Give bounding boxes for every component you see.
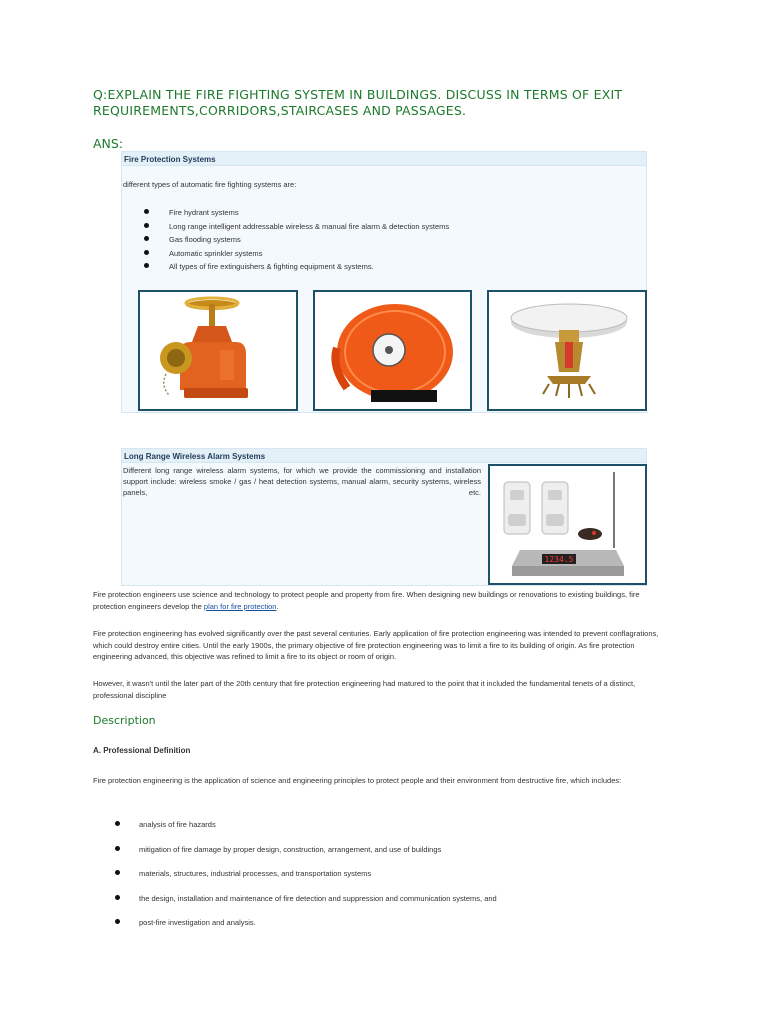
hose-reel-image — [313, 290, 472, 411]
paragraph-text: . — [276, 601, 279, 611]
list-item: the design, installation and maintenance of fire detection and suppression and communication systems, and — [115, 894, 497, 919]
list-item: Long range intelligent addressable wireless & manual fire alarm & detection systems — [144, 222, 449, 236]
list-item: mitigation of fire damage by proper design, construction, arrangement, and use of buildings — [115, 845, 497, 870]
description-heading: Description — [93, 714, 156, 727]
wireless-description: Different long range wireless alarm systems, for which we provide the commissioning and installation support include: wireless smoke / gas / heat detection systems, manual alarm, security systems, wireless panels, etc. — [123, 466, 481, 497]
list-item: post-fire investigation and analysis. — [115, 918, 497, 943]
list-item: analysis of fire hazards — [115, 820, 497, 845]
wireless-title: Long Range Wireless Alarm Systems — [122, 449, 646, 463]
paragraph-history: Fire protection engineering has evolved significantly over the past several centuries. Early application of fire protection engineering was intended to prevent conflagrations, which could destroy entire cities. Until the early 1900s, the primary objective of fire protection engineering was to limit a fire to its building of origin. As fire protection engineering advanced, this objective was refined to limit a fire to its object or room of origin. — [93, 629, 659, 661]
list-item: Gas flooding systems — [144, 235, 449, 249]
list-item: materials, structures, industrial processes, and transportation systems — [115, 869, 497, 894]
plan-for-fire-protection-link[interactable]: plan for fire protection — [203, 601, 277, 611]
professional-definition-heading: A. Professional Definition — [93, 746, 191, 755]
list-item: All types of fire extinguishers & fighting equipment & systems. — [144, 262, 449, 276]
paragraph-discipline: However, it wasn't until the later part of the 20th century that fire protection engineering had matured to the point that it included the fundamental tenets of a distinct, professional discipline — [93, 679, 636, 700]
definition-intro: Fire protection engineering is the application of science and engineering principles to protect people and their environment from destructive fire, which includes: — [93, 776, 622, 785]
wireless-alarm-image — [488, 464, 647, 585]
wireless-alarm-panel — [121, 448, 647, 586]
definition-list — [115, 820, 497, 943]
fire-protection-title: Fire Protection Systems — [122, 152, 646, 166]
fire-protection-panel — [121, 151, 647, 413]
answer-label: ANS: — [93, 136, 124, 151]
question-heading: Q:EXPLAIN THE FIRE FIGHTING SYSTEM IN BUILDINGS. DISCUSS IN TERMS OF EXIT REQUIREMENTS,CORRIDORS,STAIRCASES AND PASSAGES. — [93, 87, 623, 118]
paragraph-engineers — [93, 589, 673, 612]
fire-protection-intro: different types of automatic fire fighting systems are: — [123, 180, 297, 189]
hydrant-valve-image — [138, 290, 298, 411]
list-item: Fire hydrant systems — [144, 208, 449, 222]
fire-systems-list — [144, 208, 449, 276]
device-display: 1234.5 — [544, 555, 574, 564]
paragraph-text: Fire protection engineers use science and technology to protect people and property from fire. When designing new buildings or renovations to existing buildings, fire protection engineers develop the — [93, 590, 640, 611]
sprinkler-head-image — [487, 290, 647, 411]
list-item: Automatic sprinkler systems — [144, 249, 449, 263]
